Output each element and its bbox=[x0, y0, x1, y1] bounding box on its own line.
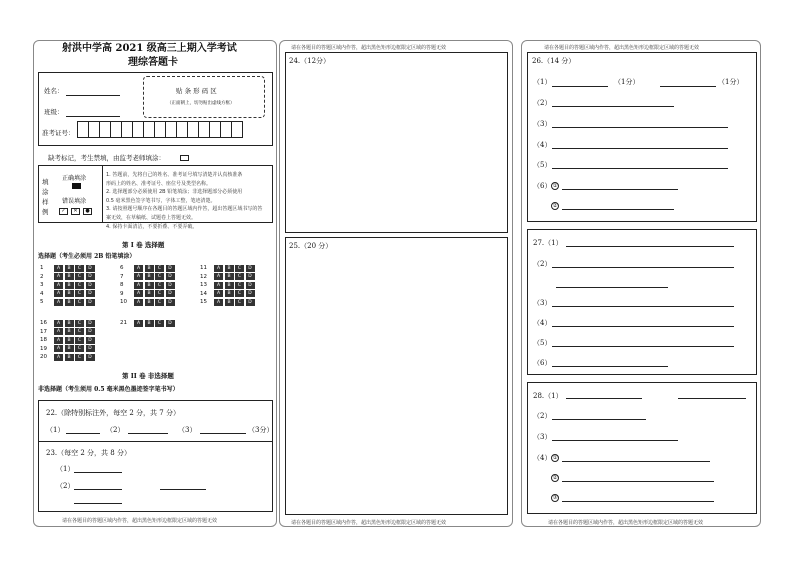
mcq-area bbox=[40, 264, 270, 364]
mcq-question-16 bbox=[40, 319, 96, 327]
class-field[interactable] bbox=[66, 116, 120, 117]
q27-part4: （4） bbox=[533, 319, 552, 327]
mcq-bubble-16-B[interactable]: B bbox=[65, 320, 74, 327]
mcq-bubble-17-C[interactable]: C bbox=[75, 328, 84, 335]
q25-title: 25.（20 分） bbox=[289, 242, 333, 250]
q27-answer-2a[interactable] bbox=[552, 267, 734, 268]
q22-points: （3分） bbox=[248, 426, 274, 434]
mcq-bubble-6-D[interactable]: D bbox=[166, 265, 175, 272]
q28-answer-1b[interactable] bbox=[678, 398, 746, 399]
q28-circle-3: ③ bbox=[552, 495, 558, 501]
mcq-number: 1 bbox=[40, 265, 44, 271]
q27-answer-6[interactable] bbox=[552, 366, 668, 367]
mcq-bubble-12-C[interactable]: C bbox=[235, 273, 244, 280]
mcq-bubble-2-A[interactable]: A bbox=[54, 273, 63, 280]
q28-answer-4c[interactable] bbox=[562, 501, 714, 502]
absent-mark-box[interactable] bbox=[180, 155, 189, 161]
mcq-bubble-18-B[interactable]: B bbox=[65, 337, 74, 344]
mcq-bubble-20-C[interactable]: C bbox=[75, 354, 84, 361]
mcq-bubble-19-C[interactable]: C bbox=[75, 345, 84, 352]
mcq-bubble-20-D[interactable]: D bbox=[86, 354, 95, 361]
mcq-bubble-10-C[interactable]: C bbox=[155, 299, 164, 306]
mcq-bubble-2-D[interactable]: D bbox=[86, 273, 95, 280]
q26-part6: （6） bbox=[533, 182, 552, 190]
mcq-bubble-4-D[interactable]: D bbox=[86, 290, 95, 297]
q26-answer-6b[interactable] bbox=[562, 209, 674, 210]
mcq-question-7 bbox=[120, 273, 176, 281]
mcq-question-11 bbox=[200, 264, 256, 272]
q27-title: 27.（1） bbox=[533, 239, 563, 247]
q27-answer-3[interactable] bbox=[552, 306, 734, 307]
section2-subtitle: 非选择题（考生须用 0.5 毫米黑色墨迹签字笔书写） bbox=[38, 386, 179, 393]
wrong-fill-label: 错误填涂 bbox=[62, 198, 87, 205]
mcq-number: 21 bbox=[120, 320, 127, 326]
exam-id-label: 准考证号： bbox=[42, 129, 75, 137]
q27-part6: （6） bbox=[533, 359, 552, 367]
mcq-bubble-11-D[interactable]: D bbox=[246, 265, 255, 272]
mcq-bubble-17-D[interactable]: D bbox=[86, 328, 95, 335]
mcq-question-20 bbox=[40, 353, 96, 361]
mcq-bubble-13-D[interactable]: D bbox=[246, 282, 255, 289]
q26-answer-5[interactable] bbox=[552, 168, 728, 169]
middle-bottom-warning: 请在各题目的答题区域内作答，超出黑色矩形边框限定区域的答题无效 bbox=[291, 520, 447, 526]
mcq-question-6 bbox=[120, 264, 176, 272]
q27-box bbox=[527, 229, 757, 375]
mcq-bubble-10-A[interactable]: A bbox=[134, 299, 143, 306]
mcq-number: 15 bbox=[200, 299, 207, 305]
q26-part2: （2） bbox=[533, 99, 552, 107]
mcq-bubble-16-A[interactable]: A bbox=[54, 320, 63, 327]
mcq-bubble-18-D[interactable]: D bbox=[86, 337, 95, 344]
mcq-question-8 bbox=[120, 281, 176, 289]
name-field[interactable] bbox=[66, 95, 120, 96]
class-label: 班级： bbox=[44, 108, 64, 116]
mcq-bubble-8-D[interactable]: D bbox=[166, 282, 175, 289]
q26-points-1: （1分） bbox=[614, 78, 640, 86]
q27-answer-1[interactable] bbox=[566, 246, 734, 247]
mcq-bubble-12-B[interactable]: B bbox=[225, 273, 234, 280]
q22-part1: （1） bbox=[46, 426, 65, 434]
mcq-number: 11 bbox=[200, 265, 207, 271]
mcq-number: 4 bbox=[40, 290, 44, 297]
q24-box bbox=[285, 52, 508, 233]
mcq-question-14 bbox=[200, 290, 256, 298]
q26-answer-3[interactable] bbox=[552, 127, 728, 128]
mcq-bubble-5-D[interactable]: D bbox=[86, 299, 95, 306]
mcq-number: 5 bbox=[40, 299, 44, 305]
sample-notes: 1. 答题前，先将自己的姓名、准考证号填写清楚并认真核准条 形码上的姓名、准考证号、座位号及类型名称。 2. 选择题部分必须使用 2B 铅笔填涂；非选择题部分必须使用 0.5 毫米黑色签字笔书写，字体工整，笔迹清楚。 3. 请按照题号顺序在各题目的答题区域内作答，超出答题区域书写的答 案无效，在草稿纸、试题卷上答题无效。 4. 保持卡面清洁，不要折叠、不要弄破。 bbox=[106, 172, 263, 230]
mcq-bubble-4-C[interactable]: C bbox=[75, 290, 84, 297]
mcq-bubble-6-B[interactable]: B bbox=[145, 265, 154, 272]
mcq-bubble-15-A[interactable]: A bbox=[214, 299, 223, 306]
sample-side-label: 填 涂 样 例 bbox=[42, 178, 49, 216]
mcq-bubble-16-C[interactable]: C bbox=[75, 320, 84, 327]
q26-title: 26.（14 分） bbox=[532, 57, 576, 65]
mcq-bubble-17-A[interactable]: A bbox=[54, 328, 63, 335]
q26-answer-2[interactable] bbox=[552, 106, 674, 107]
mcq-bubble-14-C[interactable]: C bbox=[235, 290, 244, 297]
q27-answer-4[interactable] bbox=[552, 326, 734, 327]
barcode-title: 贴 条 形 码 区 bbox=[176, 87, 217, 95]
mcq-bubble-21-B[interactable]: B bbox=[145, 320, 154, 327]
mcq-bubble-12-A[interactable]: A bbox=[214, 273, 223, 280]
mcq-number: 10 bbox=[120, 299, 127, 305]
q27-part3: （3） bbox=[533, 299, 552, 307]
mcq-bubble-14-D[interactable]: D bbox=[246, 290, 255, 297]
left-bottom-warning: 请在各题目的答题区域内作答，超出黑色矩形边框限定区域的答题无效 bbox=[62, 518, 218, 524]
mcq-bubble-13-B[interactable]: B bbox=[225, 282, 234, 289]
q26-answer-4[interactable] bbox=[552, 148, 728, 149]
mcq-bubble-15-B[interactable]: B bbox=[225, 299, 234, 306]
mcq-bubble-11-B[interactable]: B bbox=[225, 265, 234, 272]
mcq-bubble-13-A[interactable]: A bbox=[214, 282, 223, 289]
mcq-bubble-6-C[interactable]: C bbox=[155, 265, 164, 272]
q23-answer-2b[interactable] bbox=[160, 489, 206, 490]
mcq-bubble-20-B[interactable]: B bbox=[65, 354, 74, 361]
mcq-bubble-9-D[interactable]: D bbox=[166, 290, 175, 297]
mcq-bubble-16-D[interactable]: D bbox=[86, 320, 95, 327]
q26-part5: （5） bbox=[533, 161, 552, 169]
q22-title: 22.（除特别标注外，每空 2 分，共 7 分） bbox=[46, 409, 180, 417]
wrong-fill-samples: ✓ ✕ ● bbox=[59, 208, 92, 215]
mcq-bubble-2-C[interactable]: C bbox=[75, 273, 84, 280]
middle-top-warning: 请在各题目的答题区域内作答，超出黑色矩形边框限定区域的答题无效 bbox=[291, 45, 447, 51]
mcq-question-4 bbox=[40, 290, 96, 298]
mcq-bubble-7-B[interactable]: B bbox=[145, 273, 154, 280]
mcq-number: 13 bbox=[200, 282, 207, 288]
mcq-question-15 bbox=[200, 298, 256, 306]
mcq-bubble-8-B[interactable]: B bbox=[145, 282, 154, 289]
mcq-bubble-18-A[interactable]: A bbox=[54, 337, 63, 344]
q28-part4: （4） bbox=[533, 454, 552, 462]
section1-title: 第 I 卷 选择题 bbox=[122, 241, 165, 249]
mcq-bubble-11-A[interactable]: A bbox=[214, 265, 223, 272]
absent-label: 缺考标记，考生禁填，由监考老师填涂： bbox=[48, 154, 165, 162]
q26-part1: （1） bbox=[533, 78, 552, 86]
mcq-question-9 bbox=[120, 290, 176, 298]
mcq-number: 3 bbox=[40, 282, 44, 288]
right-bottom-warning: 请在各题目的答题区域内作答，超出黑色矩形边框限定区域的答题无效 bbox=[548, 520, 704, 526]
q27-answer-2b[interactable] bbox=[556, 287, 668, 288]
mcq-number: 6 bbox=[120, 265, 124, 271]
q28-title: 28.（1） bbox=[533, 392, 563, 400]
q26-circle-1: ① bbox=[552, 183, 558, 189]
mcq-question-5 bbox=[40, 298, 96, 306]
q28-answer-3[interactable] bbox=[552, 440, 678, 441]
mcq-bubble-5-C[interactable]: C bbox=[75, 299, 84, 306]
q28-circle-1: ① bbox=[552, 455, 558, 461]
mcq-bubble-15-C[interactable]: C bbox=[235, 299, 244, 306]
mcq-bubble-21-A[interactable]: A bbox=[134, 320, 143, 327]
section2-title: 第 II 卷 非选择题 bbox=[122, 372, 174, 380]
mcq-bubble-21-D[interactable]: D bbox=[166, 320, 175, 327]
correct-fill-sample bbox=[72, 183, 81, 189]
mcq-bubble-11-C[interactable]: C bbox=[235, 265, 244, 272]
mcq-bubble-3-D[interactable]: D bbox=[86, 282, 95, 289]
q23-part2: （2） bbox=[56, 482, 75, 490]
mcq-number: 2 bbox=[40, 273, 44, 280]
q22-answer-1[interactable] bbox=[66, 433, 100, 434]
mcq-bubble-13-C[interactable]: C bbox=[235, 282, 244, 289]
q23-title: 23.（每空 2 分，共 8 分） bbox=[46, 449, 131, 457]
mcq-bubble-19-B[interactable]: B bbox=[65, 345, 74, 352]
mcq-bubble-1-D[interactable]: D bbox=[86, 265, 95, 272]
q28-circle-2: ② bbox=[552, 475, 558, 481]
mcq-bubble-3-C[interactable]: C bbox=[75, 282, 84, 289]
section1-subtitle: 选择题（考生必须用 2B 铅笔填涂） bbox=[38, 253, 136, 260]
right-top-warning: 请在各题目的答题区域内作答，超出黑色矩形边框限定区域的答题无效 bbox=[544, 45, 700, 51]
mcq-question-1 bbox=[40, 264, 96, 272]
mcq-number: 12 bbox=[200, 273, 207, 280]
q26-part3: （3） bbox=[533, 120, 552, 128]
mcq-bubble-17-B[interactable]: B bbox=[65, 328, 74, 335]
mcq-bubble-4-B[interactable]: B bbox=[65, 290, 74, 297]
mcq-bubble-21-C[interactable]: C bbox=[155, 320, 164, 327]
mcq-number: 9 bbox=[120, 290, 124, 297]
q23-answer-2c[interactable] bbox=[74, 503, 122, 504]
mcq-bubble-1-C[interactable]: C bbox=[75, 265, 84, 272]
mcq-bubble-14-B[interactable]: B bbox=[225, 290, 234, 297]
q24-title: 24.（12分） bbox=[289, 57, 331, 65]
mcq-bubble-4-A[interactable]: A bbox=[54, 290, 63, 297]
mcq-bubble-9-A[interactable]: A bbox=[134, 290, 143, 297]
mcq-bubble-10-D[interactable]: D bbox=[166, 299, 175, 306]
mcq-bubble-8-C[interactable]: C bbox=[155, 282, 164, 289]
card-title: 理综答题卡 bbox=[128, 57, 178, 68]
mcq-question-13 bbox=[200, 281, 256, 289]
exam-id-boxes[interactable] bbox=[78, 121, 243, 138]
q28-part2: （2） bbox=[533, 412, 552, 420]
mcq-bubble-7-C[interactable]: C bbox=[155, 273, 164, 280]
mcq-question-21 bbox=[120, 319, 176, 327]
mcq-bubble-8-A[interactable]: A bbox=[134, 282, 143, 289]
mcq-number: 14 bbox=[200, 290, 207, 297]
q28-answer-1a[interactable] bbox=[566, 398, 642, 399]
q22-part2: （2） bbox=[106, 426, 125, 434]
exam-title: 射洪中学高 2021 级高三上期入学考试 bbox=[62, 43, 237, 54]
mcq-bubble-20-A[interactable]: A bbox=[54, 354, 63, 361]
barcode-area bbox=[143, 76, 265, 118]
mcq-bubble-10-B[interactable]: B bbox=[145, 299, 154, 306]
mcq-bubble-18-C[interactable]: C bbox=[75, 337, 84, 344]
q28-answer-4b[interactable] bbox=[562, 481, 714, 482]
sample-divider bbox=[102, 165, 103, 223]
q26-answer-6a[interactable] bbox=[562, 189, 678, 190]
mcq-question-10 bbox=[120, 298, 176, 306]
mcq-bubble-7-A[interactable]: A bbox=[134, 273, 143, 280]
q27-part5: （5） bbox=[533, 339, 552, 347]
mcq-bubble-19-D[interactable]: D bbox=[86, 345, 95, 352]
mcq-question-12 bbox=[200, 273, 256, 281]
mcq-bubble-3-B[interactable]: B bbox=[65, 282, 74, 289]
q28-answer-2[interactable] bbox=[552, 419, 646, 420]
barcode-subtitle: （正面朝上，切勿贴出虚线方框） bbox=[167, 101, 235, 106]
mcq-bubble-6-A[interactable]: A bbox=[134, 265, 143, 272]
mcq-bubble-2-B[interactable]: B bbox=[65, 273, 74, 280]
mcq-bubble-3-A[interactable]: A bbox=[54, 282, 63, 289]
q23-answer-2a[interactable] bbox=[74, 489, 122, 490]
q22-part3: （3） bbox=[178, 426, 197, 434]
q28-box bbox=[527, 382, 757, 514]
mcq-number: 20 bbox=[40, 354, 47, 360]
mcq-bubble-19-A[interactable]: A bbox=[54, 345, 63, 352]
q22-answer-3[interactable] bbox=[200, 433, 246, 434]
mcq-bubble-9-C[interactable]: C bbox=[155, 290, 164, 297]
q22-answer-2[interactable] bbox=[128, 433, 168, 434]
q28-part3: （3） bbox=[533, 433, 552, 441]
q25-box bbox=[285, 237, 508, 515]
mcq-bubble-9-B[interactable]: B bbox=[145, 290, 154, 297]
name-label: 姓名： bbox=[44, 87, 64, 95]
mcq-number: 7 bbox=[120, 273, 124, 280]
q27-part2: （2） bbox=[533, 260, 552, 268]
mcq-bubble-12-D[interactable]: D bbox=[246, 273, 255, 280]
mcq-question-18 bbox=[40, 336, 96, 344]
mcq-number: 16 bbox=[40, 320, 47, 326]
mcq-number: 17 bbox=[40, 328, 47, 335]
mcq-question-19 bbox=[40, 345, 96, 353]
mcq-bubble-5-A[interactable]: A bbox=[54, 299, 63, 306]
mcq-bubble-15-D[interactable]: D bbox=[246, 299, 255, 306]
mcq-bubble-14-A[interactable]: A bbox=[214, 290, 223, 297]
mcq-number: 19 bbox=[40, 345, 47, 352]
q23-part1: （1） bbox=[56, 465, 75, 473]
mcq-number: 8 bbox=[120, 282, 124, 288]
q28-answer-4a[interactable] bbox=[562, 461, 710, 462]
mcq-question-2 bbox=[40, 273, 96, 281]
correct-fill-label: 正确填涂 bbox=[62, 175, 87, 182]
mcq-bubble-1-B[interactable]: B bbox=[65, 265, 74, 272]
mcq-bubble-5-B[interactable]: B bbox=[65, 299, 74, 306]
q27-answer-5[interactable] bbox=[552, 346, 734, 347]
q26-answer-1b[interactable] bbox=[660, 86, 716, 87]
q23-answer-1[interactable] bbox=[74, 472, 122, 473]
mcq-bubble-7-D[interactable]: D bbox=[166, 273, 175, 280]
mcq-question-3 bbox=[40, 281, 96, 289]
mcq-bubble-1-A[interactable]: A bbox=[54, 265, 63, 272]
q22-q23-divider bbox=[38, 441, 273, 442]
q26-answer-1a[interactable] bbox=[552, 86, 608, 87]
q26-points-2: （1分） bbox=[718, 78, 744, 86]
q26-part4: （4） bbox=[533, 141, 552, 149]
q26-circle-2: ② bbox=[552, 203, 558, 209]
mcq-question-17 bbox=[40, 328, 96, 336]
mcq-number: 18 bbox=[40, 337, 47, 343]
